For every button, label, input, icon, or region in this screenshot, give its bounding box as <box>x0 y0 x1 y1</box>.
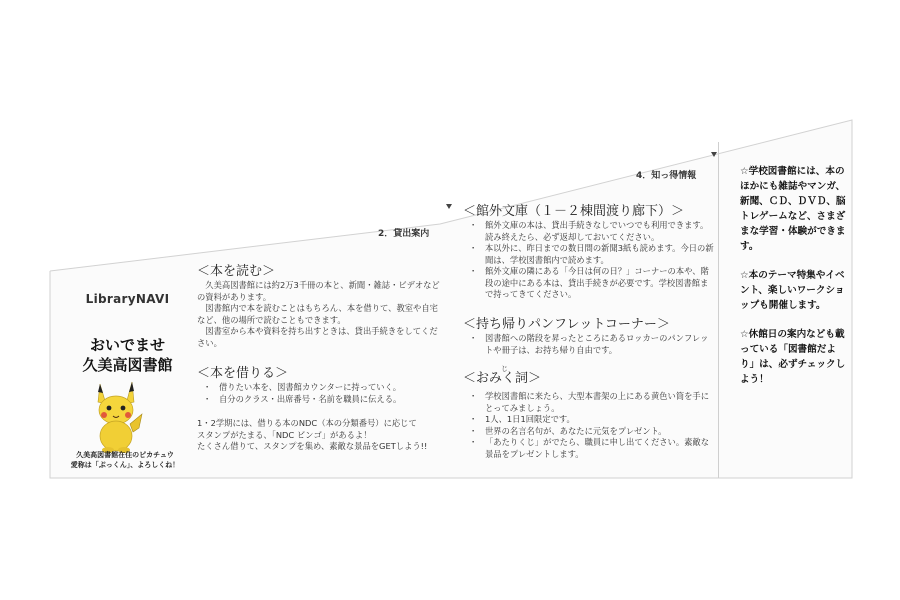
pikachu-mascot-icon <box>86 378 146 454</box>
list-item: ・ 自分のクラス・出席番号・名前を職員に伝える。 <box>197 394 443 406</box>
bingo-line: スタンプがたまる、「NDC ビンゴ」があるよ！ <box>197 429 372 440</box>
read-paragraph: 図書館内で本を読むことはもちろん、本を借りて、教室や自宅など、他の場所で読むこともできます。 <box>197 303 438 325</box>
bingo-line: 1・2学期には、借りる本のNDC（本の分類番号）に応じて <box>197 418 417 428</box>
borrow-steps <box>197 382 443 405</box>
welcome-line: 久美高図書館 <box>82 356 173 374</box>
info-note: ☆本のテーマ特集やイベント、楽しいワークショップも開催します。 <box>740 270 845 311</box>
pamphlet-heading: ＜持ち帰りパンフレットコーナー＞ <box>463 317 670 332</box>
caption-line: 久美高図書館在住のピカチュウ <box>76 451 174 459</box>
caption-line: 愛称は「ぷっくん」、よろしくね！ <box>70 461 180 469</box>
section-heading-lending: 2．貸出案内 <box>378 229 430 239</box>
info-note: ☆学校図書館には、本のほかにも雑誌やマンガ、新聞、ＣＤ、ＤＶＤ、脳トレゲームなど、さまざまな学習・体験ができます。 <box>740 166 846 252</box>
mascot-caption <box>56 450 194 470</box>
fold-mark <box>711 152 717 157</box>
welcome-title <box>60 335 195 375</box>
welcome-line: おいでませ <box>89 336 165 354</box>
list-item: ・ 館外文庫の本は、貸出手続きなしでいつでも利用できます。読み終えたら、必ず返却しておいてください。 <box>463 220 715 243</box>
fold-mark <box>446 204 452 209</box>
borrow-heading: ＜本を借りる＞ <box>197 366 289 381</box>
panel-divider <box>718 142 719 478</box>
list-item: ・ 学校図書館に来たら、大型本書架の上にある黄色い筒を手にとってみましょう。 <box>463 391 715 414</box>
list-item: ・ 図書館への階段を昇ったところにあるロッカーのパンフレットや冊子は、お持ち帰り自由です。 <box>463 333 715 356</box>
list-item: ・ 世界の名言名句が、あなたに元気をプレゼント。 <box>463 426 715 438</box>
pamphlet-notes <box>463 333 715 356</box>
read-paragraph: 久美高図書館には約2万3千冊の本と、新聞・雑誌・ビデオなどの資料があります。 <box>197 280 440 302</box>
borrow-section <box>197 366 443 405</box>
omikuji-heading: ＜おみく詞＞ <box>463 371 542 386</box>
section-heading-tips: 4．知っ得情報 <box>636 171 697 181</box>
info-sidebar <box>740 164 848 401</box>
read-section <box>197 264 443 349</box>
storage-section <box>463 204 715 301</box>
omikuji-section <box>463 371 715 460</box>
read-heading: ＜本を読む＞ <box>197 264 276 279</box>
list-item: ・ 本以外に、昨日までの数日間の新聞3紙も読めます。今日の新聞は、学校図書館内で読めます。 <box>463 243 715 266</box>
pamphlet-section <box>463 317 715 356</box>
info-note: ☆休館日の案内なども載っている「図書館だより」は、必ずチェックしよう！ <box>740 329 846 385</box>
read-paragraph: 図書室から本や資料を持ち出すときは、貸出手続きをしてください。 <box>197 326 438 348</box>
list-item: ・ 「あたりくじ」がでたら、職員に申し出てください。素敵な景品をプレゼントします。 <box>463 437 715 460</box>
storage-notes <box>463 220 715 301</box>
list-item: ・ 館外文庫の隣にある「今日は何の日？」コーナーの本や、階段の途中にある本は、貸出手続きが必要です。学校図書館まで持ってきてください。 <box>463 266 715 301</box>
omikuji-ruby: じ <box>501 365 508 373</box>
list-item: ・ 1人、1日1回限定です。 <box>463 414 715 426</box>
omikuji-notes <box>463 391 715 460</box>
storage-heading: ＜館外文庫（１－２棟間渡り廊下）＞ <box>463 204 685 219</box>
bingo-notice <box>197 418 447 453</box>
bingo-line: たくさん借りて、スタンプを集め、素敵な景品をGETしよう!! <box>197 441 428 451</box>
brand-title: LibraryNAVI <box>85 292 170 306</box>
list-item: ・ 借りたい本を、図書館カウンターに持っていく。 <box>197 382 443 394</box>
